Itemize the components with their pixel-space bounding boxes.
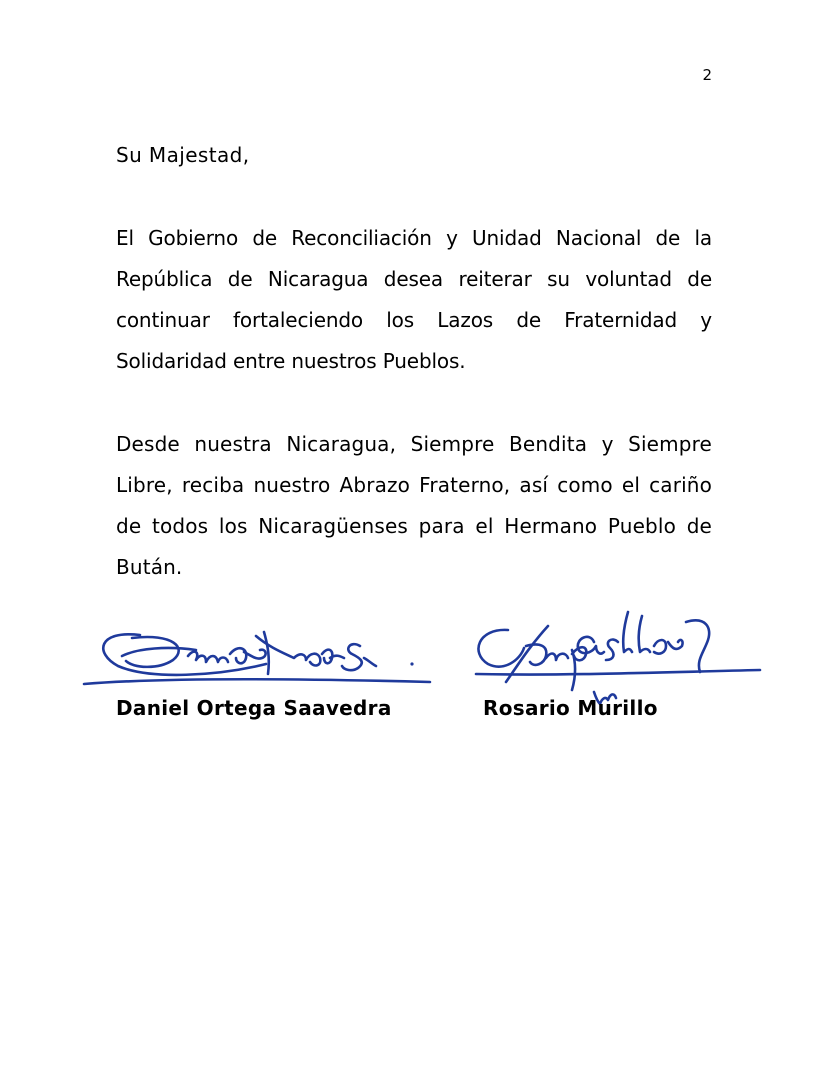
letter-salutation: Su Majestad, bbox=[116, 143, 250, 167]
signatory-name: Rosario Murillo bbox=[483, 696, 658, 720]
signatory-name: Daniel Ortega Saavedra bbox=[116, 696, 392, 720]
letter-paragraph: El Gobierno de Reconciliación y Unidad Nacional de la República de Nicaragua desea reiterar su voluntad de continuar fortaleciendo los Lazos de Fraternidad y Solidaridad entre nuestros Pueblos. bbox=[116, 226, 712, 373]
page-number: 2 bbox=[702, 66, 712, 84]
signature-daniel-ortega bbox=[78, 618, 438, 698]
letter-paragraph: Desde nuestra Nicaragua, Siempre Bendita y Siempre Libre, reciba nuestro Abrazo Fraterno, así como el cariño de todos los Nicaragüenses para el Hermano Pueblo de Bután. bbox=[116, 432, 712, 579]
